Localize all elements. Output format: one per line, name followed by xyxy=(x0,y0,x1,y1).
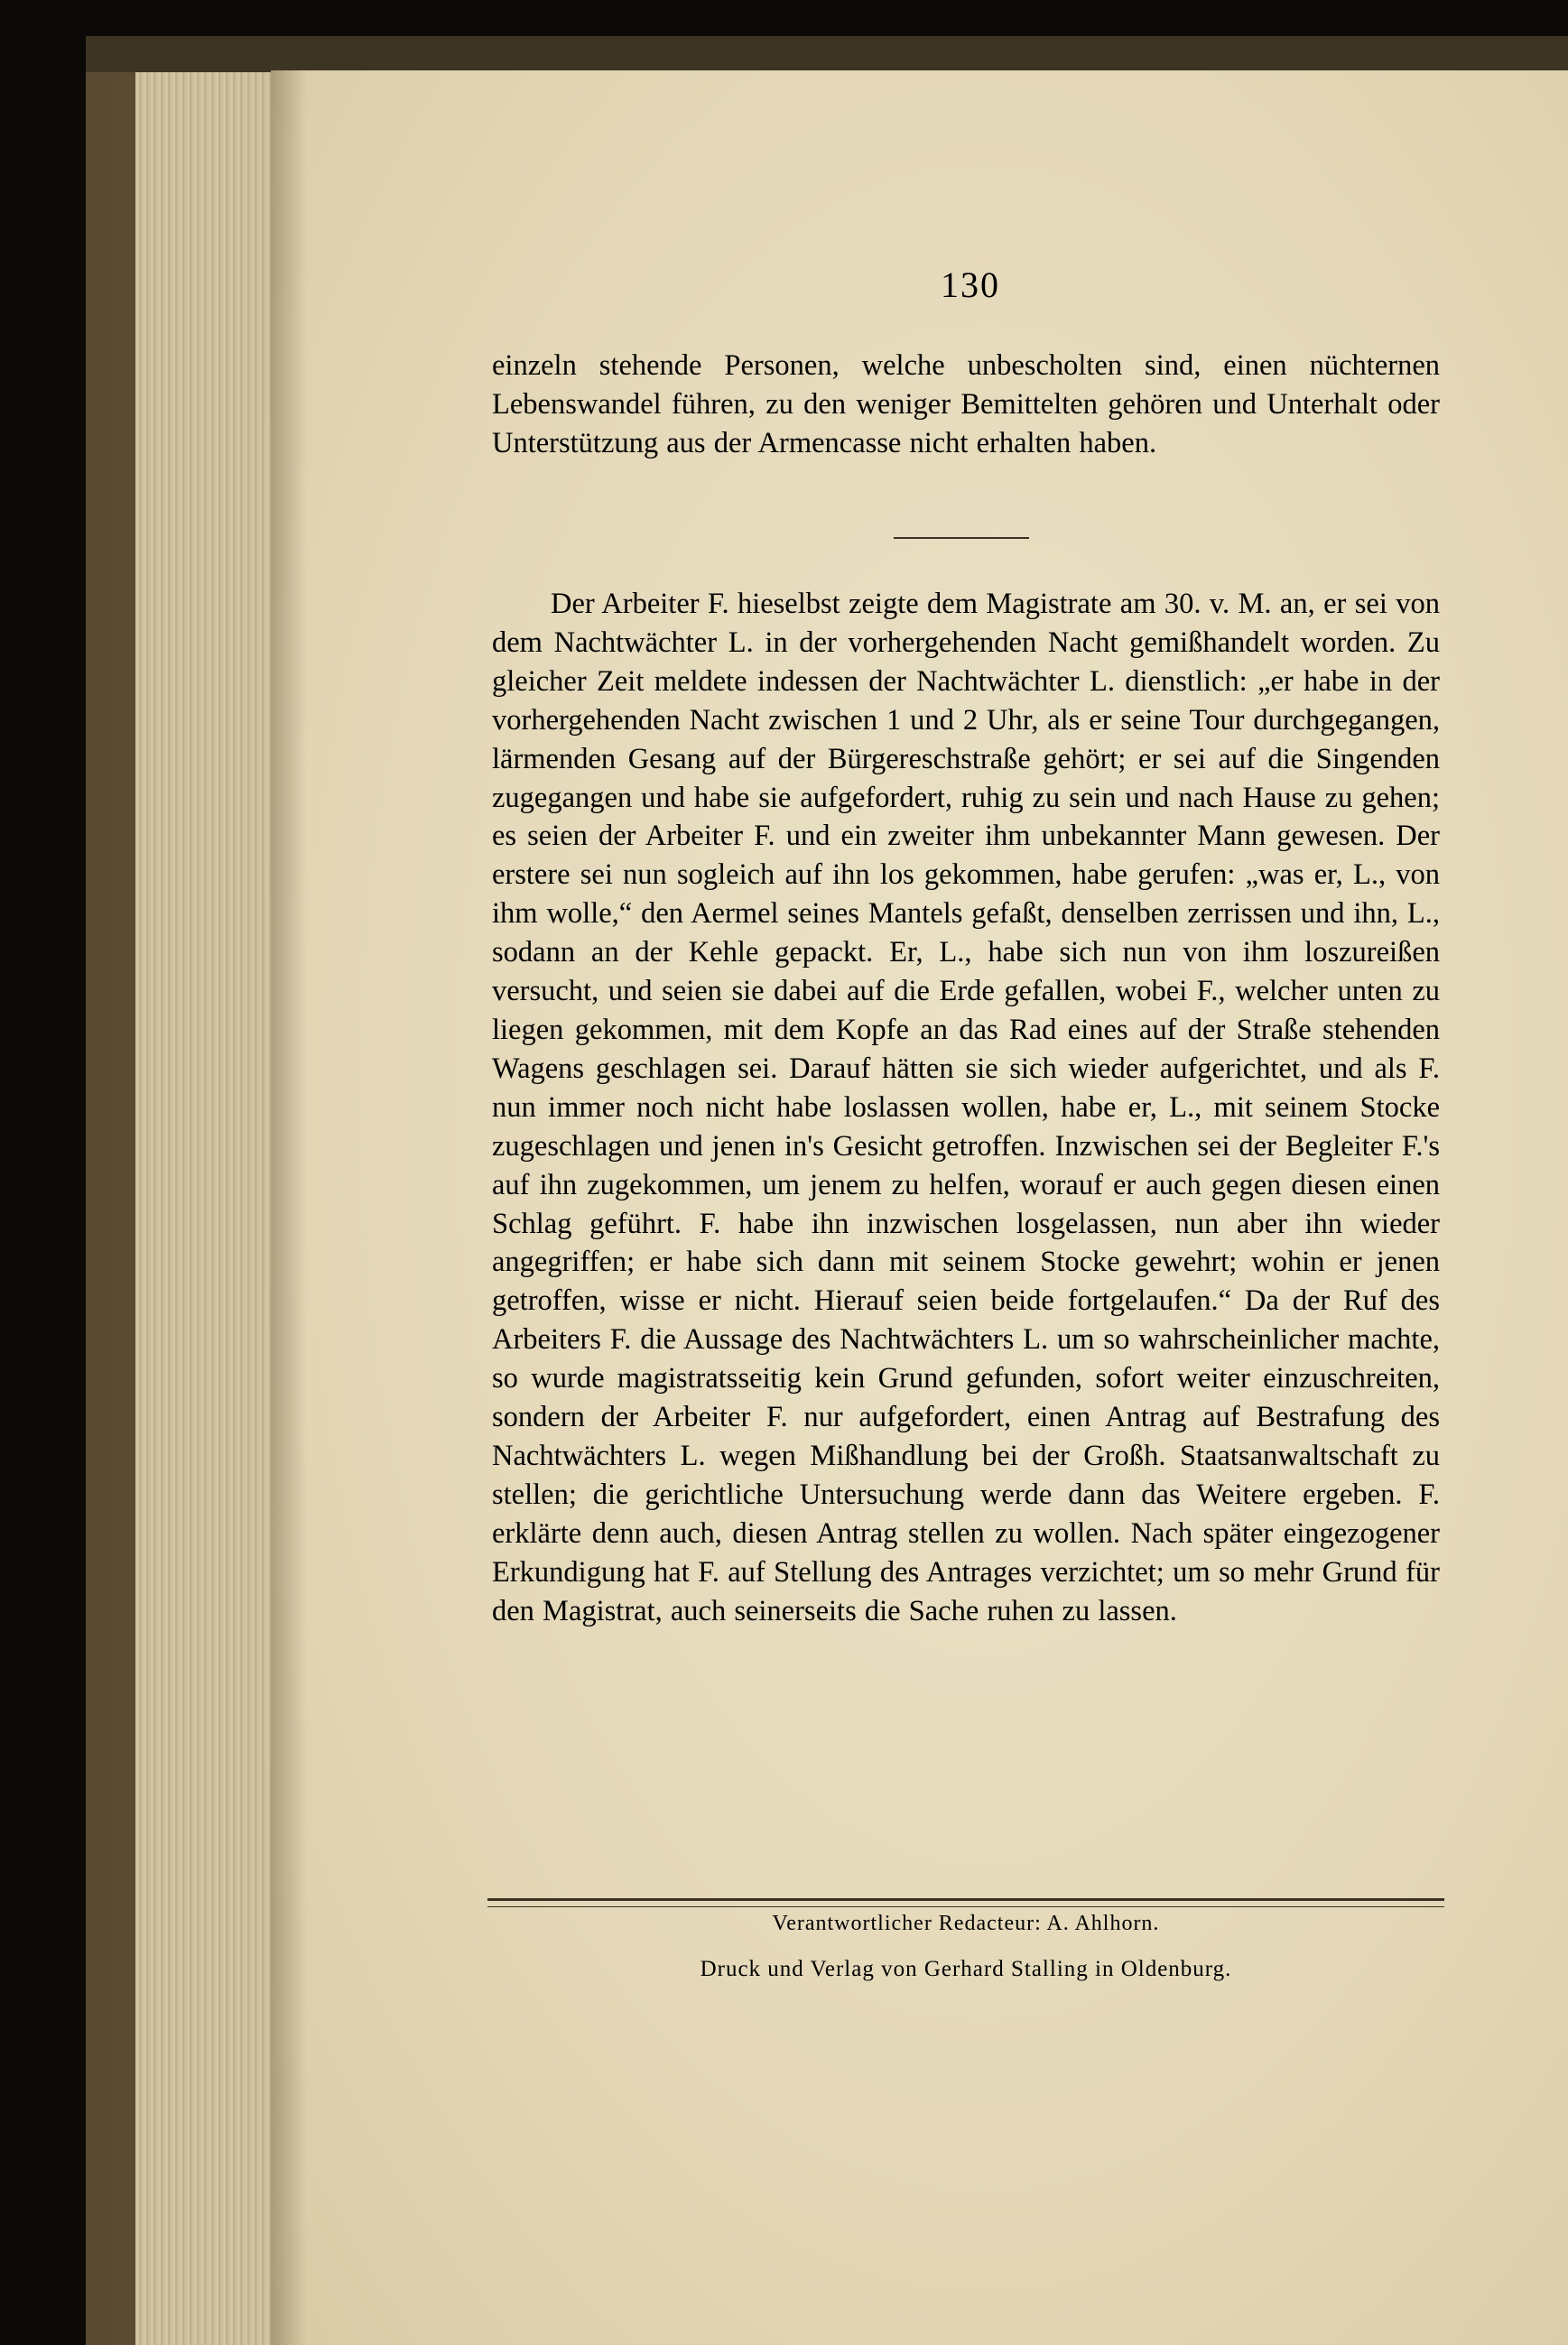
footer-editor: Verantwortlicher Redacteur: A. Ahlhorn. xyxy=(772,1912,1160,1935)
gutter-shadow xyxy=(271,70,307,2345)
footer-double-rule xyxy=(487,1898,1444,1907)
book-cover-edge xyxy=(86,36,1568,72)
footer-imprint: Druck und Verlag von Gerhard Stalling in Oldenburg. xyxy=(700,1957,1232,1981)
paragraph-continuation: einzeln stehende Personen, welche unbescholten sind, einen nüchternen Lebenswandel führen, zu den weniger Bemittelten gehören und Unterhalt oder Unterstützung aus der Armencasse nicht erhalten haben. xyxy=(492,349,1440,459)
paragraph-report: Der Arbeiter F. hieselbst zeigte dem Magistrate am 30. v. M. an, er sei von dem Nachtwächter L. in der vorhergehenden Nacht gemißhandelt worden. Zu gleicher Zeit meldete indessen der Nachtwächter L. dienstlich: „er habe in der vorhergehenden Nacht zwischen 1 und 2 Uhr, als er seine Tour durchgegangen, lärmenden Gesang auf der Bürgereschstraße gehört; er sei auf die Singenden zugegangen und habe sie aufgefordert, ruhig zu sein und nach Hause zu gehen; es seien der Arbeiter F. und ein zweiter ihm unbekannter Mann gewesen. Der erstere sei nun sogleich auf ihn los gekommen, habe gerufen: „was er, L., von ihm wolle,“ den Aermel seines Mantels gefaßt, denselben zerrissen und ihn, L., sodann an der Kehle gepackt. Er, L., habe sich nun von ihm loszureißen versucht, und seien sie dabei auf die Erde gefallen, wobei F., welcher unten zu liegen gekommen, mit dem Kopfe an das Rad eines auf der Straße stehenden Wagens geschlagen sei. Darauf hätten sie sich wieder aufgerichtet, und als F. nun immer noch nicht habe loslassen wollen, habe er, L., mit seinem Stocke zugeschlagen und jenen in's Gesicht getroffen. Inzwischen sei der Begleiter F.'s auf ihn zugekommen, um jenem zu helfen, worauf er auch gegen diesen einen Schlag geführt. F. habe ihn inzwischen losgelassen, nun aber ihn wieder angegriffen; er habe sich dann mit seinem Stocke gewehrt; wohin er jenen getroffen, wisse er nicht. Hierauf seien beide fortgelaufen.“ Da der Ruf des Arbeiters F. die Aussage des Nachtwächters L. um so wahrscheinlicher machte, so wurde magistratsseitig kein Grund gefunden, sofort weiter einzuschreiten, sondern der Arbeiter F. nur aufgefordert, einen Antrag auf Bestrafung des Nachtwächters L. wegen Mißhandlung bei der Großh. Staatsanwaltschaft zu stellen; die gerichtliche Untersuchung werde dann das Weitere ergeben. F. erklärte denn auch, diesen Antrag stellen zu wollen. Nach später eingezogener Erkundigung hat F. auf Stellung des Antrages verzichtet; um so mehr Grund für den Magistrat, auch seinerseits die Sache ruhen zu lassen. xyxy=(492,588,1440,1627)
page-edges xyxy=(135,72,271,2345)
page-number: 130 xyxy=(941,264,1000,305)
section-divider xyxy=(894,537,1029,539)
